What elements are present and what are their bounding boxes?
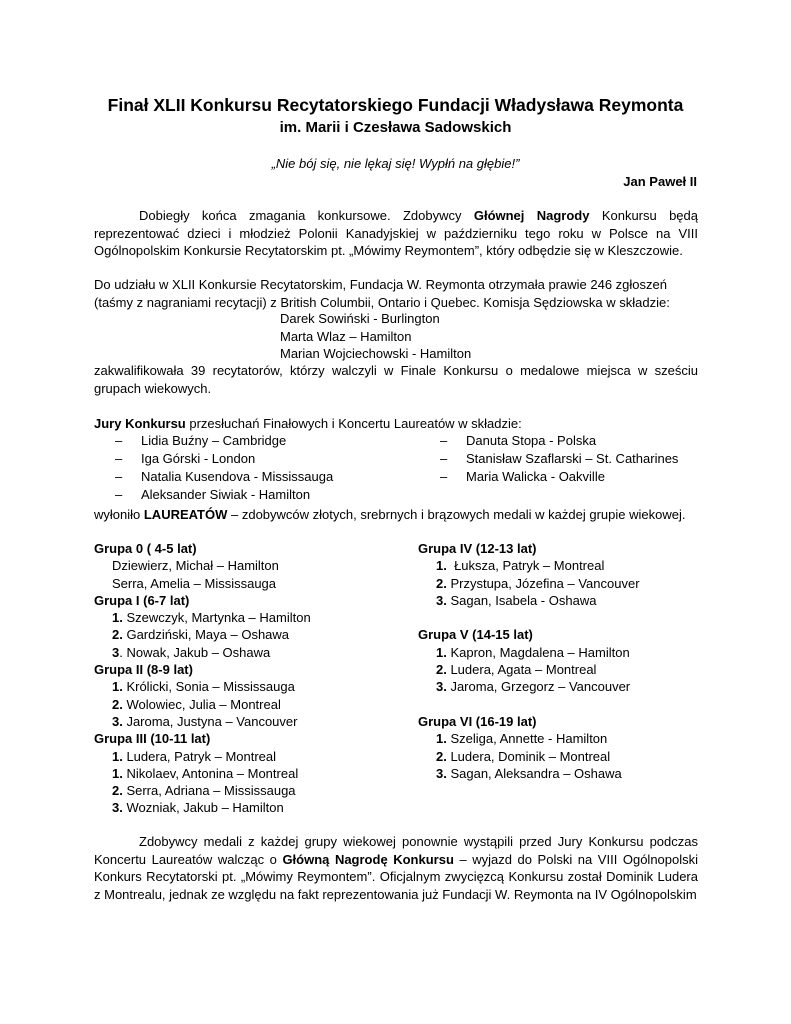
laureate-rank: 3.	[112, 800, 123, 816]
laureate-entry	[418, 592, 640, 609]
spacer	[418, 609, 640, 626]
groups-right-column	[418, 540, 640, 782]
dash-bullet: –	[440, 451, 448, 466]
entries-paragraph: Do udziału w XLII Konkursie Recytatorskim, Fundacja W. Reymonta otrzymała prawie 246 zgłoszeń (taśmy z nagraniami recytacji) z British Columbii, Ontario i Quebec. Komisja Sędziowska w składzie:	[94, 277, 670, 310]
laureate-rank: 3.	[436, 765, 447, 781]
jury-member	[440, 450, 678, 468]
dash-bullet: –	[440, 469, 448, 484]
laureate-rank: 3.	[436, 679, 447, 695]
intro-text-a: Dobiegły końca zmagania konkursowe. Zdobywcy	[139, 208, 474, 223]
laureate-name: Sagan, Isabela - Oshawa	[446, 592, 597, 608]
laureate-name: Dziewierz, Michał – Hamilton	[112, 558, 279, 574]
laureate-entry	[94, 696, 311, 713]
laureate-entry	[418, 730, 640, 747]
laureate-entry	[94, 748, 311, 765]
laureate-rank: 1.	[112, 748, 123, 764]
group-title: Grupa 0 ( 4-5 lat)	[94, 541, 197, 556]
jury-member	[115, 450, 333, 468]
laureate-name: Ludera, Dominik – Montreal	[446, 748, 611, 764]
jury-member	[440, 468, 678, 486]
grand-prize-text-a: Zdobywcy medali z każdej grupy wiekowej ponownie wystąpili przed Jury Konkursu podczas Koncertu Laureatów walcząc o	[94, 834, 698, 867]
laureate-rank: 2.	[112, 627, 123, 643]
jury-member-name: Danuta Stopa - Polska	[466, 433, 597, 448]
quote-author: Jan Paweł II	[623, 174, 697, 189]
laureate-entry	[94, 799, 311, 816]
group-title: Grupa I (6-7 lat)	[94, 592, 190, 608]
laureate-name: Serra, Amelia – Mississauga	[112, 575, 277, 591]
laureate-rank: 1.	[112, 679, 123, 695]
committee-member: Marian Wojciechowski - Hamilton	[280, 346, 472, 361]
laureate-rank: 3	[112, 644, 120, 660]
dash-bullet: –	[115, 469, 123, 484]
jury-member	[115, 432, 333, 450]
committee-member: Darek Sowiński - Burlington	[280, 311, 440, 326]
laureate-name: . Nowak, Jakub – Oshawa	[119, 644, 271, 660]
laureate-entry	[418, 765, 640, 782]
laureate-rank: 2.	[112, 696, 123, 712]
laureate-name: Gardziński, Maya – Oshawa	[122, 627, 290, 643]
laureate-entry	[94, 575, 311, 592]
dash-bullet: –	[440, 433, 448, 448]
grand-prize-text-b: – wyjazd do Polski na VIII Ogólnopolski Konkurs Recytatorski pt. „Mówimy Reymontem”. Oficjalnym zwycięzcą Konkursu został Dominik Ludera z Montrealu, jednak ze względu na fakt reprezentowania już Fundacji W. Reymonta na IV Ogólnopolskim	[94, 851, 699, 902]
jury-member-name: Iga Górski - London	[141, 451, 256, 466]
laureate-entry	[418, 557, 640, 574]
laureate-name: Jaroma, Grzegorz – Vancouver	[446, 679, 631, 695]
document-title: Finał XLII Konkursu Recytatorskiego Fundacji Władysława Reymonta	[107, 95, 684, 115]
laureate-name: Królicki, Sonia – Mississauga	[122, 679, 295, 695]
laureate-name: Wozniak, Jakub – Hamilton	[122, 800, 284, 816]
group-title: Grupa V (14-15 lat)	[418, 627, 533, 643]
committee-member: Marta Wlaz – Hamilton	[280, 328, 412, 344]
laureate-name: Łuksza, Patryk – Montreal	[446, 558, 605, 574]
dash-bullet: –	[115, 433, 123, 448]
group-title: Grupa III (10-11 lat)	[94, 731, 211, 747]
grand-prize-bold: Główną Nagrodę Konkursu	[282, 851, 454, 867]
laureate-entry	[94, 557, 311, 574]
laureate-name: Szewczyk, Martynka – Hamilton	[122, 610, 311, 626]
laureate-name: Szeliga, Annette - Hamilton	[446, 731, 608, 747]
laureate-entry	[418, 644, 640, 661]
document-subtitle: im. Marii i Czesława Sadowskich	[279, 119, 512, 136]
laureate-rank: 1.	[436, 731, 447, 747]
laureate-name: Ludera, Patryk – Montreal	[122, 748, 277, 764]
group-title: Grupa VI (16-19 lat)	[418, 713, 537, 729]
laureate-rank: 2.	[436, 748, 447, 764]
laureate-name: Wolowiec, Julia – Montreal	[122, 696, 281, 712]
jury-list-right	[440, 432, 678, 486]
jury-member-name: Natalia Kusendova - Mississauga	[141, 469, 334, 484]
laureates-paragraph	[94, 506, 698, 524]
dash-bullet: –	[115, 487, 123, 502]
jury-bold: Jury Konkursu	[94, 416, 186, 431]
groups-left-column	[94, 540, 311, 817]
jury-member-name: Lidia Buźny – Cambridge	[141, 433, 287, 448]
jury-member	[115, 486, 333, 504]
laureate-rank: 2.	[436, 575, 447, 591]
jury-member-name: Aleksander Siwiak - Hamilton	[141, 487, 311, 502]
laureates-text-a: wyłoniło	[94, 507, 144, 522]
laureate-entry	[418, 678, 640, 695]
laureate-entry	[418, 575, 640, 592]
group-title: Grupa IV (12-13 lat)	[418, 541, 537, 556]
intro-text-b: Konkursu będą reprezentować dzieci i młodzież Polonii Kanadyjskiej w październiku tego roku w Polsce na VIII Ogólnopolskim Konkursie Recytatorskim pt. „Mówimy Reymontem”, który odbędzie się w Kleszczowie.	[94, 208, 699, 258]
laureate-entry	[94, 609, 311, 626]
jury-list-left	[115, 432, 333, 504]
jury-member-name: Stanisław Szaflarski – St. Catharines	[466, 451, 679, 466]
laureate-name: Przystupa, Józefina – Vancouver	[446, 575, 640, 591]
jury-intro-text: przesłuchań Finałowych i Koncertu Laureatów w składzie:	[185, 416, 522, 431]
laureate-rank: 1.	[112, 765, 123, 781]
jury-member	[440, 432, 678, 450]
motto-quote: „Nie bój się, nie lękaj się! Wypłń na głębie!”	[271, 156, 520, 171]
laureate-entry	[94, 765, 311, 782]
laureates-text-b: – zdobywców złotych, srebrnych i brązowych medali w każdej grupie wiekowej.	[227, 507, 686, 522]
laureate-entry	[418, 748, 640, 765]
qualification-paragraph: zakwalifikowała 39 recytatorów, którzy walczyli w Finale Konkursu o medalowe miejsca w sześciu grupach wiekowych.	[94, 363, 698, 396]
laureate-name: Sagan, Aleksandra – Oshawa	[446, 765, 622, 781]
intro-paragraph	[94, 207, 698, 260]
intro-bold: Głównej Nagrody	[473, 208, 590, 223]
laureate-entry	[94, 626, 311, 643]
spacer	[418, 696, 640, 713]
group-title: Grupa II (8-9 lat)	[94, 662, 193, 678]
laureate-entry	[94, 713, 311, 730]
dash-bullet: –	[115, 451, 123, 466]
jury-member	[115, 468, 333, 486]
laureate-rank: 2.	[112, 783, 123, 799]
laureate-name: Kapron, Magdalena – Hamilton	[446, 644, 630, 660]
laureate-rank: 1.	[112, 610, 123, 626]
laureate-name: Serra, Adriana – Mississauga	[122, 783, 296, 799]
laureate-rank: 2.	[436, 662, 447, 678]
laureate-rank: 3.	[436, 592, 447, 608]
laureate-entry	[94, 678, 311, 695]
laureate-entry	[418, 661, 640, 678]
jury-member-name: Maria Walicka - Oakville	[466, 469, 605, 484]
laureate-entry	[94, 782, 311, 799]
laureate-rank: 1.	[436, 644, 447, 660]
laureate-name: Ludera, Agata – Montreal	[446, 662, 597, 678]
laureate-rank: 1.	[436, 558, 447, 574]
laureates-bold: LAUREATÓW	[143, 507, 228, 522]
laureate-entry	[94, 644, 311, 661]
grand-prize-paragraph	[94, 833, 698, 903]
jury-intro	[94, 415, 698, 433]
laureate-rank: 3.	[112, 713, 123, 729]
laureate-name: Jaroma, Justyna – Vancouver	[122, 713, 298, 729]
laureate-name: Nikolaev, Antonina – Montreal	[122, 765, 299, 781]
